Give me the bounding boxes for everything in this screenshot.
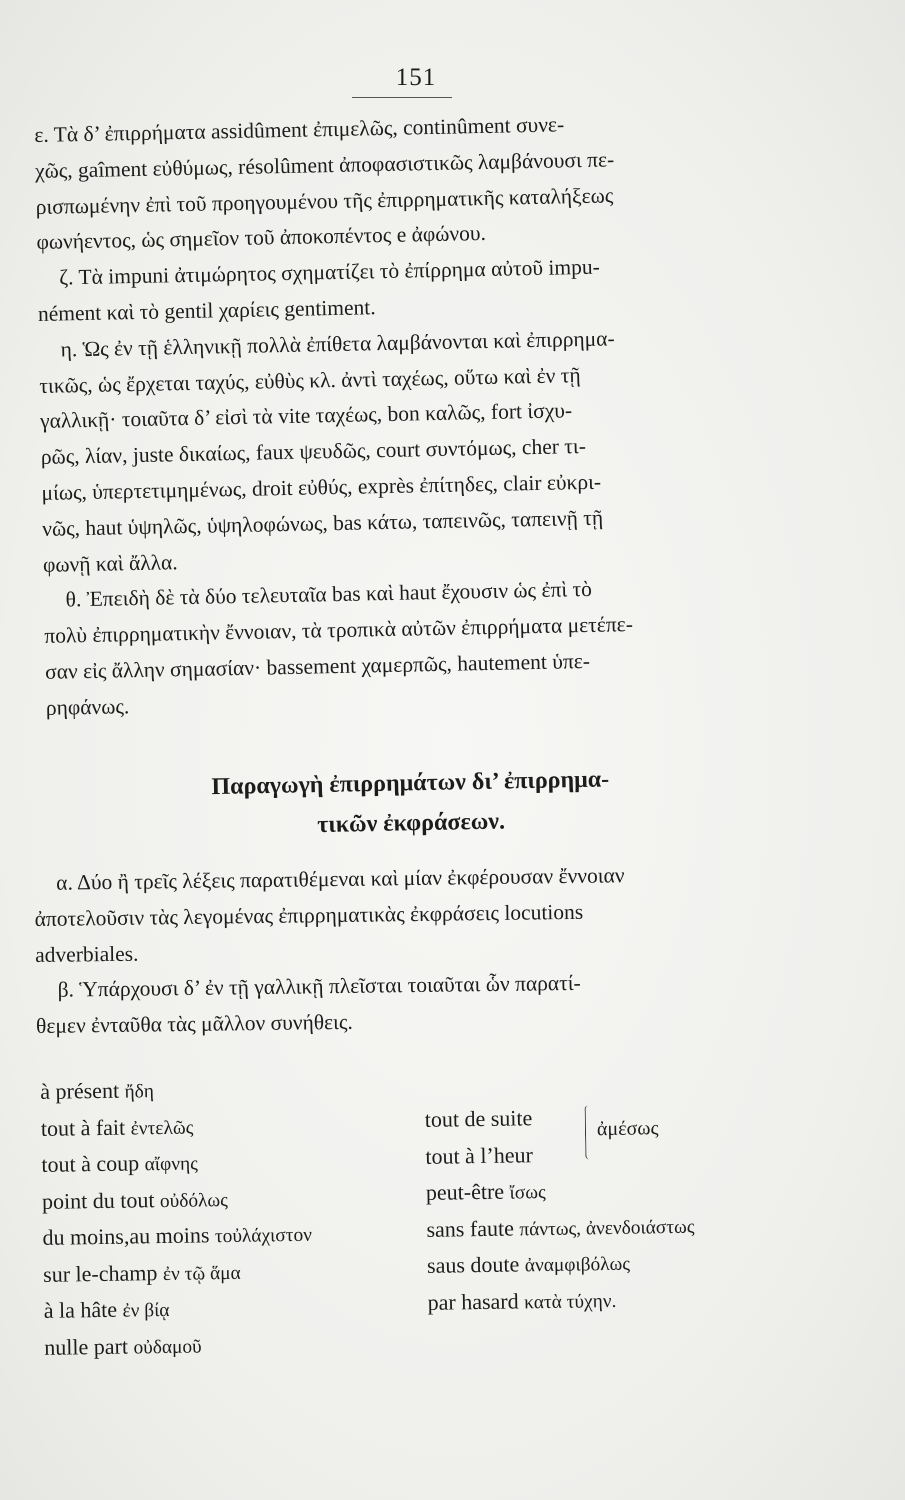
paragraph-b-line: θεμεν ἐνταῦθα τὰς μᾶλλον συνήθεις. bbox=[35, 1010, 353, 1039]
brace-gloss: ἀμέσως bbox=[596, 1117, 659, 1141]
paragraph-e-line: φωνήεντος, ὡς σημεῖον τοῦ ἀποκοπέντος e ἀφώνου. bbox=[36, 221, 487, 255]
phrase-french: point du tout bbox=[41, 1186, 155, 1214]
phrase-row bbox=[42, 1177, 433, 1220]
paragraph-a-line: adverbiales. bbox=[35, 941, 139, 967]
paragraph-b-line: β. Ὑπάρχουσι δ’ ἐν τῇ γαλλικῇ πλεῖσται τοιαῦται ὧν παρατί- bbox=[57, 971, 581, 1003]
phrase-column-left bbox=[40, 1068, 435, 1366]
section-heading-line: τικῶν ἐκφράσεων. bbox=[316, 808, 506, 839]
paragraph-h-line: η. Ὡς ἐν τῇ ἑλληνικῇ πολλὰ ἐπίθετα λαμβάνονται καὶ ἐπιρρημα- bbox=[60, 326, 615, 362]
phrase-row bbox=[427, 1278, 848, 1321]
phrase-greek: ἐν βίᾳ bbox=[122, 1299, 170, 1322]
phrase-row bbox=[44, 1323, 435, 1366]
phrase-row bbox=[42, 1214, 433, 1257]
paragraph-th-line: πολὺ ἐπιρρηματικὴν ἔννοιαν, τὰ τροπικὰ αὐτῶν ἐπιρρήματα μετέπε- bbox=[44, 612, 634, 649]
phrase-row bbox=[41, 1104, 432, 1147]
phrase-french: du moins,au moins bbox=[42, 1222, 210, 1250]
phrase-french: nulle part bbox=[44, 1333, 129, 1360]
body-text-upper bbox=[34, 103, 816, 727]
phrase-greek: κατὰ τύχην. bbox=[523, 1290, 617, 1313]
phrase-french: tout à coup bbox=[41, 1150, 140, 1177]
paragraph-e-line: χῶς, gaîment εὐθύμως, résolûment ἀποφασιστικῶς λαμβάνουσι πε- bbox=[34, 147, 615, 183]
paragraph-e-line: ε. Τὰ δ’ ἐπιρρήματα assidûment ἐπιμελῶς, continûment συνε- bbox=[34, 112, 565, 147]
paragraph-z-line: ζ. Τὰ impuni ἀτιμώρητος σχηματίζει τὸ ἐπίρρημα αὐτοῦ impu- bbox=[58, 254, 600, 290]
phrase-french: à la hâte bbox=[43, 1296, 118, 1323]
phrase-greek: ἐν τῷ ἅμα bbox=[162, 1262, 241, 1285]
phrase-row bbox=[41, 1141, 432, 1184]
curly-brace-icon bbox=[585, 1105, 593, 1159]
phrase-french: tout de suite bbox=[424, 1105, 533, 1132]
paragraph-h-line: τικῶς, ὡς ἔρχεται ταχύς, εὐθὺς κλ. ἀντὶ ταχέως, οὕτω καὶ ἐν τῇ bbox=[39, 362, 581, 398]
paragraph-th-line: σαν εἰς ἄλλην σημασίαν· bassement χαμερπῶς, hautement ὑπε- bbox=[44, 648, 591, 684]
paragraph-h-line: μίως, ὑπερτετιμημένως, droit εὐθύς, exprès ἐπίτηδες, clair εὐκρι- bbox=[41, 469, 602, 505]
phrase-greek: οὐδόλως bbox=[159, 1189, 228, 1212]
phrase-greek: αἴφνης bbox=[144, 1153, 198, 1176]
section-heading bbox=[60, 757, 761, 850]
paragraph-h-line: φωνῇ καὶ ἄλλα. bbox=[42, 549, 178, 577]
phrase-greek: ἀναμφιβόλως bbox=[524, 1253, 631, 1277]
phrase-french: à présent bbox=[40, 1077, 120, 1104]
paragraph-a-line: ἀποτελοῦσιν τὰς λεγομένας ἐπιρρηματικὰς ἐκφράσεις locutions bbox=[34, 899, 584, 931]
phrase-greek: ἴσως bbox=[509, 1182, 546, 1204]
paragraph-h-line: γαλλικῇ· τοιαῦτα δ’ εἰσὶ τὰ vite ταχέως, bon καλῶς, fort ἰσχυ- bbox=[39, 398, 573, 434]
phrase-french: sur le-champ bbox=[42, 1259, 158, 1287]
body-text-lower bbox=[34, 856, 806, 1045]
paragraph-z-line: nément καὶ τὸ gentil χαρίεις gentiment. bbox=[37, 295, 376, 326]
paragraph-a-line: α. Δύο ἢ τρεῖς λέξεις παρατιθέμεναι καὶ μίαν ἐκφέρουσαν ἔννοιαν bbox=[56, 863, 625, 895]
paragraph-e-line: ρισπωμένην ἐπὶ τοῦ προηγουμένου τῆς ἐπιρρηματικῆς καταλήξεως bbox=[35, 182, 614, 219]
phrase-greek: ἤδη bbox=[124, 1081, 155, 1103]
page-number: 151 bbox=[395, 64, 437, 91]
page-number-rule bbox=[352, 97, 452, 98]
phrase-french: saus doute bbox=[426, 1251, 520, 1278]
phrase-french: sans faute bbox=[426, 1215, 515, 1242]
brace-group bbox=[584, 1098, 785, 1163]
section-heading-line: Παραγωγὴ ἐπιρρημάτων δι’ ἐπιρρημα- bbox=[211, 766, 610, 801]
phrase-greek: τοὐλάχιστον bbox=[214, 1224, 313, 1248]
phrase-french: peut-être bbox=[425, 1178, 505, 1205]
paragraph-th-line: ρηφάνως. bbox=[45, 693, 130, 720]
phrase-column-right bbox=[424, 1095, 847, 1321]
phrase-french: tout à l’heur bbox=[425, 1141, 534, 1169]
phrase-greek: πάντως, ἀνενδοιάστως bbox=[519, 1216, 695, 1240]
phrase-french: tout à fait bbox=[40, 1114, 126, 1141]
phrase-greek: ἐντελῶς bbox=[130, 1117, 194, 1140]
paragraph-h-line: ρῶς, λίαν, juste δικαίως, faux ψευδῶς, court συντόμως, cher τι- bbox=[40, 434, 587, 470]
phrase-greek: οὐδαμοῦ bbox=[133, 1335, 202, 1359]
phrase-french: par hasard bbox=[427, 1287, 519, 1315]
adverbial-phrase-list bbox=[36, 1061, 841, 1404]
phrase-row bbox=[43, 1287, 434, 1330]
phrase-row bbox=[43, 1250, 434, 1293]
phrase-row bbox=[40, 1068, 431, 1111]
paragraph-th-line: θ. Ἐπειδὴ δὲ τὰ δύο τελευταῖα bas καὶ haut ἔχουσιν ὡς ἐπὶ τὸ bbox=[65, 577, 593, 612]
paragraph-h-line: νῶς, haut ὑψηλῶς, ὑψηλοφώνως, bas κάτω, ταπεινῶς, ταπεινῇ τῇ bbox=[42, 505, 604, 541]
